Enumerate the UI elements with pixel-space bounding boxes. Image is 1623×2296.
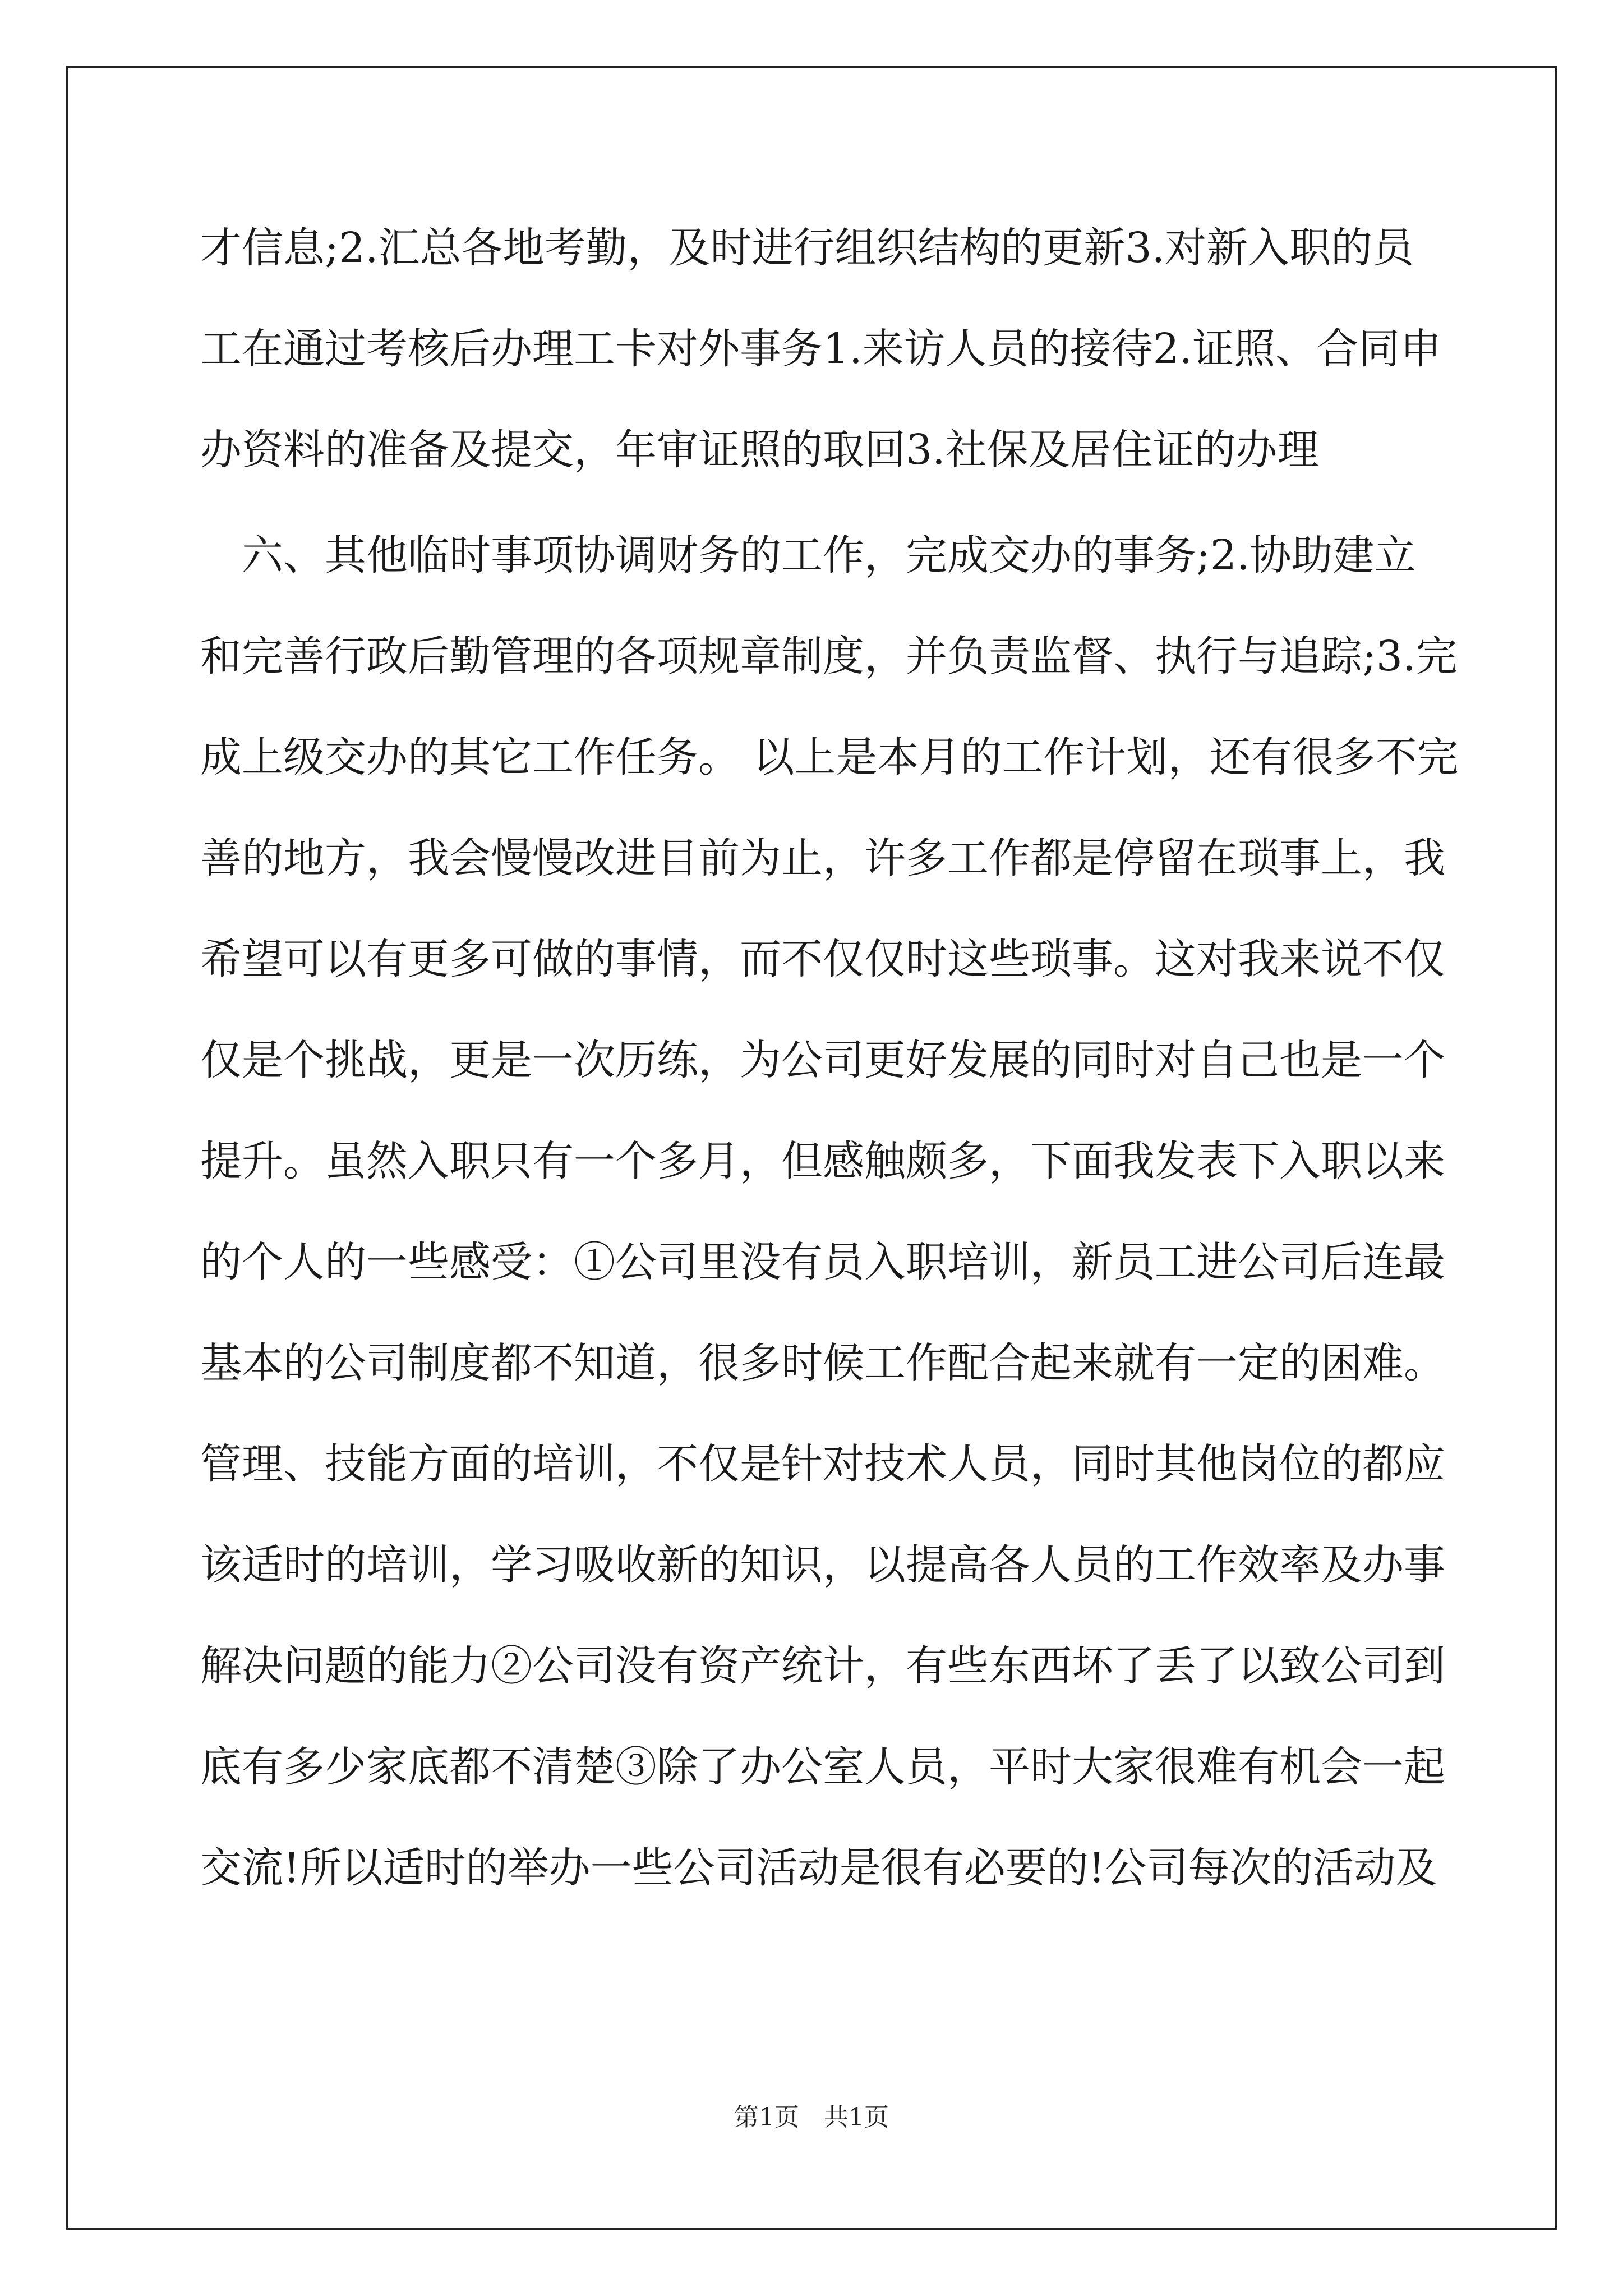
- text-line: 底有多少家底都不清楚③除了办公室人员，平时大家很难有机会一起: [200, 1743, 1445, 1791]
- page-number-footer: 第1页 共1页: [734, 2103, 889, 2132]
- text-line: 仅是个挑战，更是一次历练，为公司更好发展的同时对自己也是一个: [200, 1036, 1445, 1084]
- text-line: 交流!所以适时的举办一些公司活动是很有必要的!公司每次的活动及: [200, 1844, 1437, 1892]
- text-line: 基本的公司制度都不知道，很多时候工作配合起来就有一定的困难。: [200, 1339, 1445, 1387]
- text-line: 解决问题的能力②公司没有资产统计，有些东西坏了丢了以致公司到: [200, 1642, 1445, 1690]
- text-line: 办资料的准备及提交，年审证照的取回3.社保及居住证的办理: [200, 426, 1319, 474]
- paragraph-start-line: 六、其他临时事项协调财务的工作，完成交办的事务;2.协助建立: [200, 531, 1416, 579]
- text-line: 才信息;2.汇总各地考勤，及时进行组织结构的更新3.对新入职的员: [200, 224, 1414, 272]
- text-line: 和完善行政后勤管理的各项规章制度，并负责监督、执行与追踪;3.完: [200, 632, 1458, 680]
- text-line: 善的地方，我会慢慢改进目前为止，许多工作都是停留在琐事上，我: [200, 834, 1445, 882]
- text-line: 提升。虽然入职只有一个多月，但感触颇多，下面我发表下入职以来: [200, 1137, 1445, 1185]
- text-line: 该适时的培训，学习吸收新的知识，以提高各人员的工作效率及办事: [200, 1541, 1445, 1589]
- text-line: 管理、技能方面的培训，不仅是针对技术人员，同时其他岗位的都应: [200, 1440, 1445, 1488]
- text-line: 希望可以有更多可做的事情，而不仅仅时这些琐事。这对我来说不仅: [200, 935, 1445, 983]
- document-body: [200, 197, 1459, 1918]
- text-line: 成上级交办的其它工作任务。 以上是本月的工作计划，还有很多不完: [200, 733, 1459, 781]
- text-line: 工在通过考核后办理工卡对外事务1.来访人员的接待2.证照、合同申: [200, 325, 1442, 373]
- text-line: 的个人的一些感受：①公司里没有员入职培训，新员工进公司后连最: [200, 1238, 1445, 1286]
